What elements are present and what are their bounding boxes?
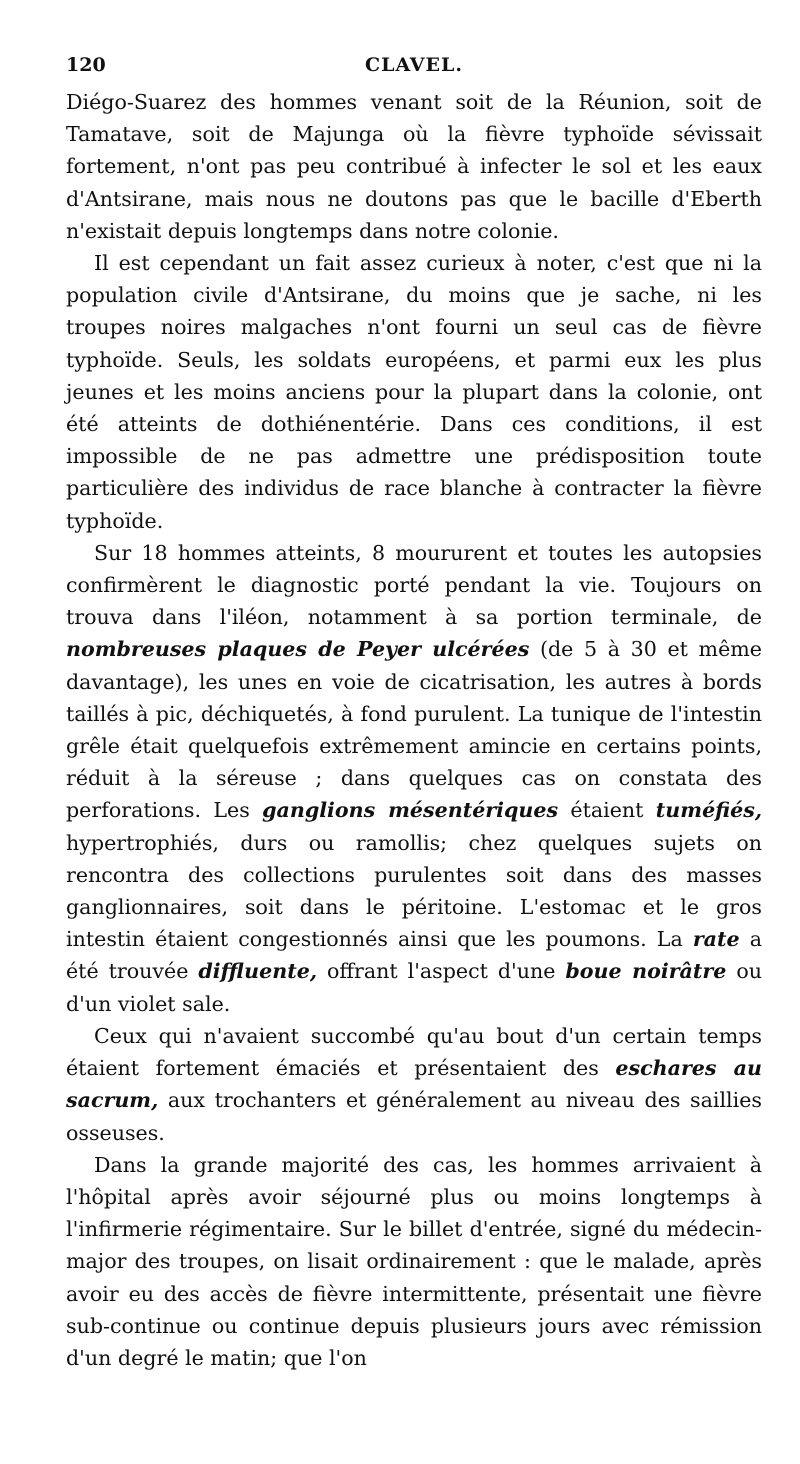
paragraph [66,1149,762,1374]
paragraph [66,86,762,247]
paragraph [66,1020,762,1149]
text-run: Diégo-Suarez des hommes venant soit de la Réunion, soit de Tamatave, soit de Majunga où la fièvre typhoïde sévissait fortement, n'ont pas peu contribué à infecter le sol et les eaux d'Antsirane, mais nous ne doutons pas que le bacille d'Eberth n'existait depuis longtemps dans notre colonie. [66,90,762,243]
text-run: étaient [558,798,656,823]
italic-phrase: rate [692,927,740,952]
italic-phrase: ganglions mésentériques [262,798,559,823]
page-number: 120 [66,54,106,76]
italic-phrase: eschares au sacrum, [66,1056,762,1113]
running-title: CLAVEL. [364,54,464,76]
text-run: (de 5 à 30 et même davantage), les unes en voie de cicatrisation, les autres à bords taillés à pic, déchiquetés, à fond purulent. La tunique de l'intestin grêle était quelquefois extrêmement amincie en certains points, réduit à la séreuse ; dans quelques cas on constata des perforations. Les [66,637,762,823]
text-run: Sur 18 hommes atteints, 8 moururent et toutes les autopsies confirmèrent le diagnostic porté pendant la vie. Toujours on trouva dans l'iléon, notamment à sa portion terminale, de [66,540,762,630]
text-run: Il est cependant un fait assez curieux à noter, c'est que ni la population civile d'Antsirane, du moins que je sache, ni les troupes noires malgaches n'ont fourni un seul cas de fièvre typhoïde. Seuls, les soldats européens, et parmi eux les plus jeunes et les moins anciens pour la plupart dans la colonie, ont été atteints de dothiénentérie. Dans ces conditions, il est impossible de ne pas admettre une prédisposition toute particulière des individus de race blanche à contracter la fièvre typhoïde. [66,251,762,533]
text-run: offrant l'aspect d'une [317,959,566,984]
paragraph [66,537,762,1020]
paragraph [66,247,762,537]
text-run: ou d'un violet sale. [66,959,762,1016]
italic-phrase: boue noirâtre [565,959,727,984]
text-run: Dans la grande majorité des cas, les hommes arrivaient à l'hôpital après avoir séjourné plus ou moins longtemps à l'infirmerie régimentaire. Sur le billet d'entrée, signé du médecin-major des troupes, on lisait ordinairement : que le malade, après avoir eu des accès de fièvre intermittente, présentait une fièvre sub-continue ou continue depuis plusieurs jours avec rémission d'un degré le matin; que l'on [66,1152,762,1370]
italic-phrase: tuméfiés, [655,798,763,823]
text-run: aux trochanters et généralement au niveau des saillies osseuses. [66,1088,762,1145]
text-run: Ceux qui n'avaient succombé qu'au bout d'un certain temps étaient fortement émaciés et présentaient des [66,1023,762,1081]
text-run: a été trouvée [66,927,763,984]
text-run: hypertrophiés, durs ou ramollis; chez quelques sujets on rencontra des collections purulentes soit dans des masses ganglionnaires, soit dans le péritoine. L'estomac et le gros intestin étaient congestionnés ainsi que les poumons. La [66,830,762,952]
page-header [66,54,762,84]
body-text [66,86,762,1374]
italic-phrase: nombreuses plaques de Peyer ulcérées [66,637,530,662]
italic-phrase: diffluente, [198,959,318,984]
